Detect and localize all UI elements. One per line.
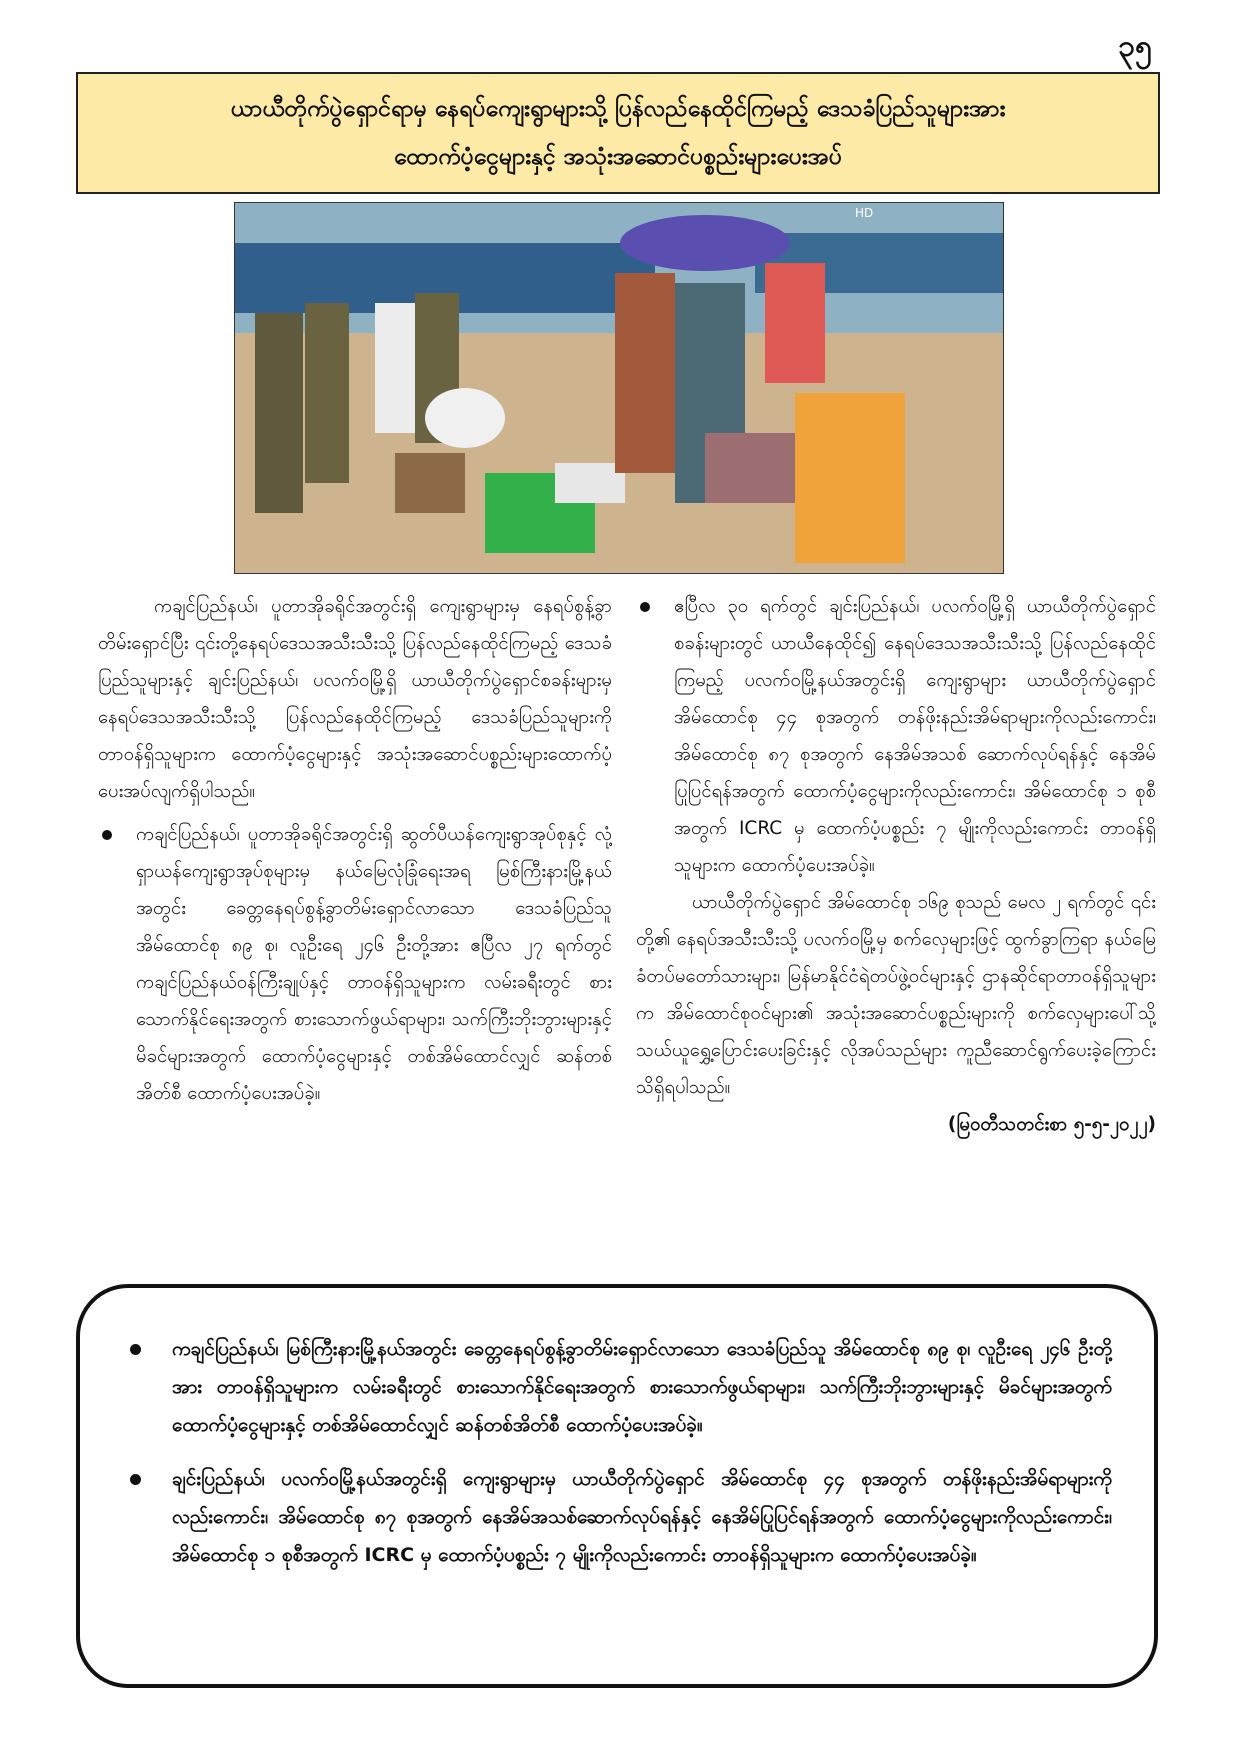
intro-paragraph: ကချင်ပြည်နယ်၊ ပူတာအိုခရိုင်အတွင်းရှိ ကျေးရွာများမှ နေရပ်စွန့်ခွာတိမ်းရှောင်ပြီး ၎င်းတို့နေရပ်ဒေသအသီးသီးသို့ ပြန်လည်နေထိုင်ကြမည့် ဒေသခံပြည်သူများနှင့် ချင်းပြည်နယ်၊ ပလက်ဝမြို့ရှိ ယာယီတိုက်ပွဲရှောင်စခန်းများမှ နေရပ်ဒေသအသီးသီးသို့ ပြန်လည်နေထိုင်ကြမည့် ဒေသခံပြည်သူများကို တာဝန်ရှိသူများက ထောက်ပံ့ငွေများနှင့် အသုံးအဆောင်ပစ္စည်းများထောက်ပံ့ပေးအပ်လျက်ရှိပါသည်။ (98, 596, 612, 802)
photo-icon (235, 203, 1003, 573)
bullet-icon (130, 1474, 141, 1485)
photo-villager-4 (705, 433, 795, 503)
list-item (98, 816, 612, 1112)
photo-soldier-2 (305, 303, 349, 483)
left-column (98, 588, 612, 1112)
summary-item-text: ကချင်ပြည်နယ်၊ မြစ်ကြီးနားမြို့နယ်အတွင်း ခေတ္တနေရပ်စွန့်ခွာတိမ်းရှောင်လာသော ဒေသခံပြည်သူ အိမ်ထောင်စု ၈၉ စု၊ လူဦးရေ ၂၄၆ ဦးတို့အား တာဝန်ရှိသူများက လမ်းခရီးတွင် စားသောက်နိုင်ရေးအတွက် စားသောက်ဖွယ်ရာများ၊ သက်ကြီးဘိုးဘွားများနှင့် မိခင်များအတွက် ထောက်ပံ့ငွေများနှင့် တစ်အိမ်ထောင်လျှင် ဆန်တစ်အိတ်စီ ထောက်ပံ့ပေးအပ်ခဲ့။ (172, 1338, 1112, 1436)
photo-sack (425, 388, 505, 448)
headline-box (76, 72, 1160, 194)
bullet-icon (102, 830, 112, 840)
photo-watermark: HD (855, 206, 874, 220)
list-item (636, 588, 1156, 884)
bullet-icon (640, 602, 650, 612)
summary-box (76, 1284, 1158, 1688)
headline-line-2: ထောက်ပံ့ငွေများနှင့် အသုံးအဆောင်ပစ္စည်းများပေးအပ် (394, 144, 842, 170)
photo-umbrella (620, 215, 790, 271)
photo-child (795, 393, 905, 563)
headline-line-1: ယာယီတိုက်ပွဲရှောင်ရာမှ နေရပ်ကျေးရွာများသို့ ပြန်လည်နေထိုင်ကြမည့် ဒေသခံပြည်သူများအား (230, 96, 1006, 122)
source-citation: (မြဝတီသတင်းစာ ၅-၅-၂၀၂၂) (947, 1114, 1156, 1135)
photo-soldier-1 (255, 313, 303, 513)
list-item-text: ဧပြီလ ၃၀ ရက်တွင် ချင်းပြည်နယ်၊ ပလက်ဝမြို့ရှိ ယာယီတိုက်ပွဲရှောင်စခန်းများတွင် ယာယီနေထိုင်၍ နေရပ်ဒေသအသီးသီးသို့ ပြန်လည်နေထိုင်ကြမည့် ပလက်ဝမြို့နယ်အတွင်းရှိ ကျေးရွာများ ယာယီတိုက်ပွဲရှောင် အိမ်ထောင်စု ၄၄ စုအတွက် တန်ဖိုးနည်းအိမ်ရာများကိုလည်းကောင်း၊ အိမ်ထောင်စု ၈၇ စုအတွက် နေအိမ်အသစ် ဆောက်လုပ်ရန်နှင့် နေအိမ်ပြုပြင်ရန်အတွက် ထောက်ပံ့ငွေများကိုလည်းကောင်း၊ အိမ်ထောင်စု ၁ စုစီအတွက် ICRC မှ ထောက်ပံ့ပစ္စည်း ၇ မျိုးကိုလည်းကောင်း တာဝန်ရှိသူများက ထောက်ပံ့ပေးအပ်ခဲ့။ (674, 596, 1156, 876)
closing-paragraph: ယာယီတိုက်ပွဲရှောင် အိမ်ထောင်စု ၁၆၉ စုသည် မေလ ၂ ရက်တွင် ၎င်းတို့၏ နေရပ်အသီးသီးသို့ ပလက်ဝမြို့မှ စက်လှေများဖြင့် ထွက်ခွာကြရာ နယ်မြေခံတပ်မတော်သားများ၊ မြန်မာနိုင်ငံရဲတပ်ဖွဲ့ဝင်များနှင့် ဌာနဆိုင်ရာတာဝန်ရှိသူများက အိမ်ထောင်စုဝင်များ၏ အသုံးအဆောင်ပစ္စည်းများကို စက်လှေများပေါ်သို့ သယ်ယူရွှေ့ပြောင်းပေးခြင်းနှင့် လိုအပ်သည်များ ကူညီဆောင်ရွက်ပေးခဲ့ကြောင်း သိရှိရပါသည်။ (636, 892, 1156, 1098)
list-item-text: ကချင်ပြည်နယ်၊ ပူတာအိုခရိုင်အတွင်းရှိ ဆွတ်ပီယန်ကျေးရွာအုပ်စုနှင့် လုံ့ရှာယန်ကျေးရွာအုပ်စုများမှ နယ်မြေလုံခြုံရေးအရ မြစ်ကြီးနားမြို့နယ်အတွင်း ခေတ္တနေရပ်စွန့်ခွာတိမ်းရှောင်လာသော ဒေသခံပြည်သူ အိမ်ထောင်စု ၈၉ စု၊ လူဦးရေ ၂၄၆ ဦးတို့အား ဧပြီလ ၂၇ ရက်တွင် ကချင်ပြည်နယ်ဝန်ကြီးချုပ်နှင့် တာဝန်ရှိသူများက လမ်းခရီးတွင် စားသောက်နိုင်ရေးအတွက် စားသောက်ဖွယ်ရာများ၊ သက်ကြီးဘိုးဘွားများနှင့် မိခင်များအတွက် ထောက်ပံ့ငွေများနှင့် တစ်အိမ်ထောင်လျှင် ဆန်တစ်အိတ်စီ ထောက်ပံ့ပေးအပ်ခဲ့။ (136, 824, 612, 1104)
page-number: ၃၅ (1118, 29, 1152, 64)
photo-basket (395, 453, 465, 513)
summary-item (124, 1460, 1112, 1574)
photo-box (555, 463, 625, 503)
summary-item (124, 1330, 1112, 1444)
bullet-icon (130, 1344, 141, 1355)
right-column (636, 588, 1156, 1143)
photo-villager-3 (765, 263, 825, 383)
news-photo (234, 202, 1004, 574)
summary-item-text: ချင်းပြည်နယ်၊ ပလက်ဝမြို့နယ်အတွင်းရှိ ကျေးရွာများမှ ယာယီတိုက်ပွဲရှောင် အိမ်ထောင်စု ၄၄ စုအတွက် တန်ဖိုးနည်းအိမ်ရာများကိုလည်းကောင်း၊ အိမ်ထောင်စု ၈၇ စုအတွက် နေအိမ်အသစ်ဆောက်လုပ်ရန်နှင့် နေအိမ်ပြုပြင်ရန်အတွက် ထောက်ပံ့ငွေများကိုလည်းကောင်း၊ အိမ်ထောင်စု ၁ စုစီအတွက် ICRC မှ ထောက်ပံ့ပစ္စည်း ၇ မျိုးကိုလည်းကောင်း တာဝန်ရှိသူများက ထောက်ပံ့ပေးအပ်ခဲ့။ (172, 1468, 1112, 1566)
photo-villager-1 (615, 273, 675, 473)
